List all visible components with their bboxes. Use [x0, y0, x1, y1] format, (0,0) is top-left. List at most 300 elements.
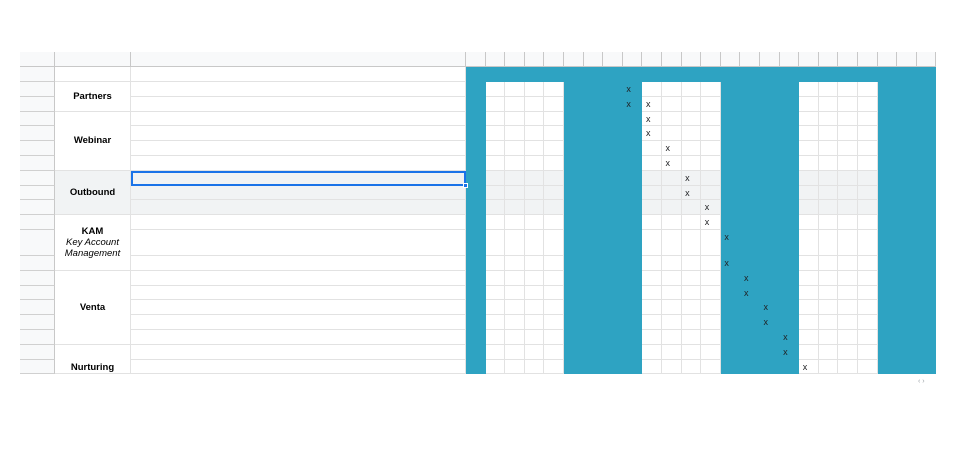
cell-I11[interactable] — [584, 156, 604, 171]
column-header-P[interactable] — [721, 52, 741, 67]
cell-X14[interactable] — [878, 200, 898, 215]
cell-J13[interactable] — [603, 186, 623, 201]
cell-Y14[interactable] — [897, 200, 917, 215]
category-outbound[interactable] — [55, 171, 131, 215]
cell-D22[interactable] — [486, 330, 506, 345]
cell-K16[interactable] — [623, 230, 643, 256]
cell-C14[interactable] — [466, 200, 486, 215]
cell-S6[interactable] — [780, 82, 800, 97]
cell-I17[interactable] — [584, 256, 604, 271]
column-header-J[interactable] — [603, 52, 623, 67]
cell-K18[interactable] — [623, 271, 643, 286]
cell-P23[interactable] — [721, 345, 741, 360]
cell-V23[interactable] — [838, 345, 858, 360]
column-header-H[interactable] — [564, 52, 584, 67]
row-header-22[interactable] — [20, 330, 55, 345]
cell-V17[interactable] — [838, 256, 858, 271]
cell-Y13[interactable] — [897, 186, 917, 201]
cell-K23[interactable] — [623, 345, 643, 360]
cell-J11[interactable] — [603, 156, 623, 171]
cell-M9[interactable] — [662, 126, 682, 141]
cell-Z17[interactable] — [917, 256, 937, 271]
cell-Q16[interactable] — [740, 230, 760, 256]
cell-M19[interactable] — [662, 286, 682, 301]
cell-D24[interactable] — [486, 360, 506, 375]
cell-C24[interactable] — [466, 360, 486, 375]
cell-R10[interactable] — [760, 141, 780, 156]
cell-X24[interactable] — [878, 360, 898, 375]
cell-V24[interactable] — [838, 360, 858, 375]
cell-H20[interactable] — [564, 300, 584, 315]
cell-X8[interactable] — [878, 112, 898, 127]
cell-R11[interactable] — [760, 156, 780, 171]
column-header-L[interactable] — [642, 52, 662, 67]
cell-O19[interactable] — [701, 286, 721, 301]
horizontal-scroll-arrows[interactable]: ‹ › — [918, 378, 925, 385]
cell-Z10[interactable] — [917, 141, 937, 156]
cell-Z14[interactable] — [917, 200, 937, 215]
cell-G13[interactable] — [544, 186, 564, 201]
cell-N20[interactable] — [682, 300, 702, 315]
cell-Z23[interactable] — [917, 345, 937, 360]
cell-Q12[interactable] — [740, 171, 760, 186]
cell-C20[interactable] — [466, 300, 486, 315]
cell-E19[interactable] — [505, 286, 525, 301]
cell-M14[interactable] — [662, 200, 682, 215]
cell-H8[interactable] — [564, 112, 584, 127]
cell-K17[interactable] — [623, 256, 643, 271]
cell-I12[interactable] — [584, 171, 604, 186]
cell-P8[interactable] — [721, 112, 741, 127]
column-header-Q[interactable] — [740, 52, 760, 67]
cell-Q7[interactable] — [740, 97, 760, 112]
cell-E10[interactable] — [505, 141, 525, 156]
cell-J24[interactable] — [603, 360, 623, 375]
cell-N21[interactable] — [682, 315, 702, 330]
cell-O24[interactable] — [701, 360, 721, 375]
cell-O11[interactable] — [701, 156, 721, 171]
cell-U8[interactable] — [819, 112, 839, 127]
cell-N8[interactable] — [682, 112, 702, 127]
cell-X9[interactable] — [878, 126, 898, 141]
column-header-T[interactable] — [799, 52, 819, 67]
cell-Q8[interactable] — [740, 112, 760, 127]
category-venta[interactable] — [55, 271, 131, 345]
cell-L6[interactable] — [642, 82, 662, 97]
cell-G8[interactable] — [544, 112, 564, 127]
cell-V7[interactable] — [838, 97, 858, 112]
cell-V21[interactable] — [838, 315, 858, 330]
cell-G7[interactable] — [544, 97, 564, 112]
row-header-7[interactable] — [20, 97, 55, 112]
cell-P14[interactable] — [721, 200, 741, 215]
row-header-15[interactable] — [20, 215, 55, 230]
cell-K22[interactable] — [623, 330, 643, 345]
cell-N16[interactable] — [682, 230, 702, 256]
cell-F12[interactable] — [525, 171, 545, 186]
cell-H13[interactable] — [564, 186, 584, 201]
cell-C7[interactable] — [466, 97, 486, 112]
cell-W23[interactable] — [858, 345, 878, 360]
cell-I14[interactable] — [584, 200, 604, 215]
cell-H10[interactable] — [564, 141, 584, 156]
cell-T8[interactable] — [799, 112, 819, 127]
row-header-17[interactable] — [20, 256, 55, 271]
cell-R16[interactable] — [760, 230, 780, 256]
cell-D20[interactable] — [486, 300, 506, 315]
row-header-19[interactable] — [20, 286, 55, 301]
cell-K10[interactable] — [623, 141, 643, 156]
cell-W20[interactable] — [858, 300, 878, 315]
cell-W8[interactable] — [858, 112, 878, 127]
cell-K21[interactable] — [623, 315, 643, 330]
cell-F22[interactable] — [525, 330, 545, 345]
cell-P7[interactable] — [721, 97, 741, 112]
column-header-N[interactable] — [682, 52, 702, 67]
cell-Y17[interactable] — [897, 256, 917, 271]
row-header-11[interactable] — [20, 156, 55, 171]
cell-U21[interactable] — [819, 315, 839, 330]
cell-J19[interactable] — [603, 286, 623, 301]
cell-J14[interactable] — [603, 200, 623, 215]
cell-H17[interactable] — [564, 256, 584, 271]
cell-U22[interactable] — [819, 330, 839, 345]
cell-I16[interactable] — [584, 230, 604, 256]
cell-N17[interactable] — [682, 256, 702, 271]
cell-T14[interactable] — [799, 200, 819, 215]
cell-L17[interactable] — [642, 256, 662, 271]
cell-M7[interactable] — [662, 97, 682, 112]
cell-X13[interactable] — [878, 186, 898, 201]
cell-C19[interactable] — [466, 286, 486, 301]
row-header-13[interactable] — [20, 186, 55, 201]
cell-V14[interactable] — [838, 200, 858, 215]
cell-L12[interactable] — [642, 171, 662, 186]
cell-I24[interactable] — [584, 360, 604, 375]
cell-O9[interactable] — [701, 126, 721, 141]
cell-O18[interactable] — [701, 271, 721, 286]
cell-F21[interactable] — [525, 315, 545, 330]
cell-Z9[interactable] — [917, 126, 937, 141]
cell-J15[interactable] — [603, 215, 623, 230]
cell-G10[interactable] — [544, 141, 564, 156]
cell-H18[interactable] — [564, 271, 584, 286]
cell-D14[interactable] — [486, 200, 506, 215]
cell-T6[interactable] — [799, 82, 819, 97]
cell-H9[interactable] — [564, 126, 584, 141]
cell-C12[interactable] — [466, 171, 486, 186]
column-header-S[interactable] — [780, 52, 800, 67]
cell-C23[interactable] — [466, 345, 486, 360]
cell-Y12[interactable] — [897, 171, 917, 186]
row-header-21[interactable] — [20, 315, 55, 330]
cell-T17[interactable] — [799, 256, 819, 271]
cell-M23[interactable] — [662, 345, 682, 360]
cell-D18[interactable] — [486, 271, 506, 286]
cell-Q10[interactable] — [740, 141, 760, 156]
cell-H7[interactable] — [564, 97, 584, 112]
cell-L24[interactable] — [642, 360, 662, 375]
cell-X17[interactable] — [878, 256, 898, 271]
cell-F19[interactable] — [525, 286, 545, 301]
cell-S11[interactable] — [780, 156, 800, 171]
cell-H22[interactable] — [564, 330, 584, 345]
cell-W7[interactable] — [858, 97, 878, 112]
cell-Y16[interactable] — [897, 230, 917, 256]
cell-J16[interactable] — [603, 230, 623, 256]
cell-E6[interactable] — [505, 82, 525, 97]
cell-C21[interactable] — [466, 315, 486, 330]
cell-V19[interactable] — [838, 286, 858, 301]
task-cell-row-8[interactable] — [131, 112, 466, 127]
cell-N9[interactable] — [682, 126, 702, 141]
task-cell-row-10[interactable] — [131, 141, 466, 156]
cell-R8[interactable] — [760, 112, 780, 127]
cell-H12[interactable] — [564, 171, 584, 186]
cell-V9[interactable] — [838, 126, 858, 141]
cell-E24[interactable] — [505, 360, 525, 375]
cell-G12[interactable] — [544, 171, 564, 186]
cell-F7[interactable] — [525, 97, 545, 112]
cell-P22[interactable] — [721, 330, 741, 345]
cell-K24[interactable] — [623, 360, 643, 375]
cell-N10[interactable] — [682, 141, 702, 156]
cell-G16[interactable] — [544, 230, 564, 256]
cell-Z20[interactable] — [917, 300, 937, 315]
cell-X18[interactable] — [878, 271, 898, 286]
cell-W12[interactable] — [858, 171, 878, 186]
cell-O20[interactable] — [701, 300, 721, 315]
cell-E13[interactable] — [505, 186, 525, 201]
cell-S14[interactable] — [780, 200, 800, 215]
cell-C11[interactable] — [466, 156, 486, 171]
cell-Y10[interactable] — [897, 141, 917, 156]
task-cell-row-18[interactable] — [131, 271, 466, 286]
cell-T21[interactable] — [799, 315, 819, 330]
cell-P11[interactable] — [721, 156, 741, 171]
task-cell-row-15[interactable] — [131, 215, 466, 230]
cell-X10[interactable] — [878, 141, 898, 156]
cell-Z16[interactable] — [917, 230, 937, 256]
cell-X15[interactable] — [878, 215, 898, 230]
cell-R18[interactable] — [760, 271, 780, 286]
cell-G11[interactable] — [544, 156, 564, 171]
cell-R15[interactable] — [760, 215, 780, 230]
cell-Z15[interactable] — [917, 215, 937, 230]
task-cell-row-22[interactable] — [131, 330, 466, 345]
cell-Y19[interactable] — [897, 286, 917, 301]
cell-T23[interactable] — [799, 345, 819, 360]
cell-Q15[interactable] — [740, 215, 760, 230]
cell-I22[interactable] — [584, 330, 604, 345]
column-header-V[interactable] — [838, 52, 858, 67]
cell-U13[interactable] — [819, 186, 839, 201]
cell-P21[interactable] — [721, 315, 741, 330]
row-header-16[interactable] — [20, 230, 55, 256]
cell-O21[interactable] — [701, 315, 721, 330]
cell-R14[interactable] — [760, 200, 780, 215]
task-cell-row-24[interactable] — [131, 360, 466, 375]
cell-X11[interactable] — [878, 156, 898, 171]
cell-F10[interactable] — [525, 141, 545, 156]
cell-L16[interactable] — [642, 230, 662, 256]
cell-S7[interactable] — [780, 97, 800, 112]
cell-P9[interactable] — [721, 126, 741, 141]
cell-U14[interactable] — [819, 200, 839, 215]
cell-P10[interactable] — [721, 141, 741, 156]
cell-S8[interactable] — [780, 112, 800, 127]
cell-U12[interactable] — [819, 171, 839, 186]
row-header-20[interactable] — [20, 300, 55, 315]
cell-Z11[interactable] — [917, 156, 937, 171]
task-cell-row-7[interactable] — [131, 97, 466, 112]
cell-R13[interactable] — [760, 186, 780, 201]
cell-T11[interactable] — [799, 156, 819, 171]
cell-F8[interactable] — [525, 112, 545, 127]
cell-Z13[interactable] — [917, 186, 937, 201]
row-header-14[interactable] — [20, 200, 55, 215]
cell-H11[interactable] — [564, 156, 584, 171]
cell-W19[interactable] — [858, 286, 878, 301]
cell-X7[interactable] — [878, 97, 898, 112]
cell-F14[interactable] — [525, 200, 545, 215]
cell-J23[interactable] — [603, 345, 623, 360]
column-header-I[interactable] — [584, 52, 604, 67]
cell-S15[interactable] — [780, 215, 800, 230]
column-header-K[interactable] — [623, 52, 643, 67]
task-cell-row-13[interactable] — [131, 186, 466, 201]
cell-E8[interactable] — [505, 112, 525, 127]
cell-E17[interactable] — [505, 256, 525, 271]
cell-W18[interactable] — [858, 271, 878, 286]
cell-O6[interactable] — [701, 82, 721, 97]
cell-F16[interactable] — [525, 230, 545, 256]
cell-Z18[interactable] — [917, 271, 937, 286]
cell-C8[interactable] — [466, 112, 486, 127]
row-header-9[interactable] — [20, 126, 55, 141]
cell-G19[interactable] — [544, 286, 564, 301]
cell-U17[interactable] — [819, 256, 839, 271]
cell-V15[interactable] — [838, 215, 858, 230]
row-header-23[interactable] — [20, 345, 55, 360]
cell-T18[interactable] — [799, 271, 819, 286]
task-cell-row-16[interactable] — [131, 230, 466, 256]
cell-T15[interactable] — [799, 215, 819, 230]
cell-D12[interactable] — [486, 171, 506, 186]
cell-Z24[interactable] — [917, 360, 937, 375]
cell-T7[interactable] — [799, 97, 819, 112]
cell-H16[interactable] — [564, 230, 584, 256]
cell-I23[interactable] — [584, 345, 604, 360]
cell-R6[interactable] — [760, 82, 780, 97]
cell-M20[interactable] — [662, 300, 682, 315]
cell-O23[interactable] — [701, 345, 721, 360]
column-header-U[interactable] — [819, 52, 839, 67]
cell-Z12[interactable] — [917, 171, 937, 186]
cell-Y15[interactable] — [897, 215, 917, 230]
cell-C9[interactable] — [466, 126, 486, 141]
cell-M24[interactable] — [662, 360, 682, 375]
cell-S19[interactable] — [780, 286, 800, 301]
cell-U10[interactable] — [819, 141, 839, 156]
cell-I20[interactable] — [584, 300, 604, 315]
cell-D21[interactable] — [486, 315, 506, 330]
cell-E18[interactable] — [505, 271, 525, 286]
cell-W21[interactable] — [858, 315, 878, 330]
cell-V22[interactable] — [838, 330, 858, 345]
cell-E20[interactable] — [505, 300, 525, 315]
cell-C6[interactable] — [466, 82, 486, 97]
cell-M6[interactable] — [662, 82, 682, 97]
column-header-C[interactable] — [466, 52, 486, 67]
cell-E9[interactable] — [505, 126, 525, 141]
cell-X12[interactable] — [878, 171, 898, 186]
cell-R19[interactable] — [760, 286, 780, 301]
cell-D9[interactable] — [486, 126, 506, 141]
cell-V10[interactable] — [838, 141, 858, 156]
cell-E11[interactable] — [505, 156, 525, 171]
cell-E23[interactable] — [505, 345, 525, 360]
cell-G17[interactable] — [544, 256, 564, 271]
cell-Y8[interactable] — [897, 112, 917, 127]
cell-Q6[interactable] — [740, 82, 760, 97]
cell-A1[interactable] — [55, 67, 131, 82]
cell-N23[interactable] — [682, 345, 702, 360]
cell-E7[interactable] — [505, 97, 525, 112]
cell-S13[interactable] — [780, 186, 800, 201]
cell-F15[interactable] — [525, 215, 545, 230]
cell-W11[interactable] — [858, 156, 878, 171]
task-cell-row-6[interactable] — [131, 82, 466, 97]
cell-G9[interactable] — [544, 126, 564, 141]
cell-C13[interactable] — [466, 186, 486, 201]
cell-H24[interactable] — [564, 360, 584, 375]
cell-V20[interactable] — [838, 300, 858, 315]
column-header-M[interactable] — [662, 52, 682, 67]
cell-J22[interactable] — [603, 330, 623, 345]
cell-L14[interactable] — [642, 200, 662, 215]
cell-C10[interactable] — [466, 141, 486, 156]
cell-E16[interactable] — [505, 230, 525, 256]
cell-N24[interactable] — [682, 360, 702, 375]
cell-X21[interactable] — [878, 315, 898, 330]
cell-F13[interactable] — [525, 186, 545, 201]
cell-I10[interactable] — [584, 141, 604, 156]
cell-W24[interactable] — [858, 360, 878, 375]
cell-I6[interactable] — [584, 82, 604, 97]
cell-N7[interactable] — [682, 97, 702, 112]
cell-G15[interactable] — [544, 215, 564, 230]
cell-X6[interactable] — [878, 82, 898, 97]
cell-I13[interactable] — [584, 186, 604, 201]
cell-E22[interactable] — [505, 330, 525, 345]
cell-P13[interactable] — [721, 186, 741, 201]
cell-U9[interactable] — [819, 126, 839, 141]
cell-F24[interactable] — [525, 360, 545, 375]
cell-R12[interactable] — [760, 171, 780, 186]
cell-L20[interactable] — [642, 300, 662, 315]
cell-D13[interactable] — [486, 186, 506, 201]
fill-handle[interactable] — [463, 183, 468, 188]
category-kam[interactable] — [55, 215, 131, 271]
cell-C16[interactable] — [466, 230, 486, 256]
cell-D6[interactable] — [486, 82, 506, 97]
cell-W10[interactable] — [858, 141, 878, 156]
column-header-E[interactable] — [505, 52, 525, 67]
cell-Y18[interactable] — [897, 271, 917, 286]
cell-V16[interactable] — [838, 230, 858, 256]
column-header-Z[interactable] — [917, 52, 937, 67]
